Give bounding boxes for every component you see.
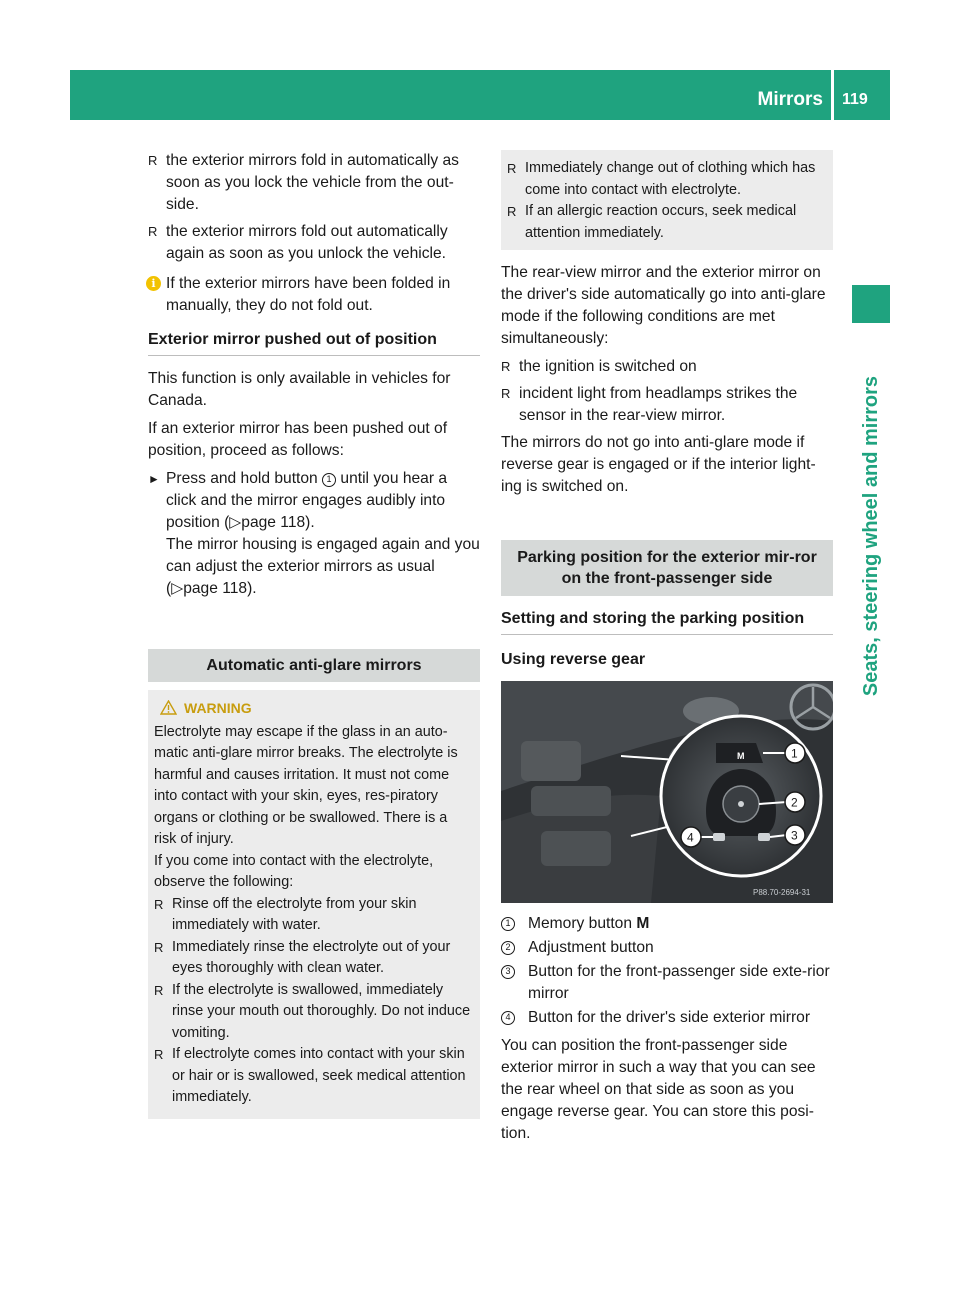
bullet-marker: R bbox=[154, 896, 164, 912]
callout-number-icon: 4 bbox=[501, 1011, 515, 1025]
bullet-marker: R bbox=[148, 153, 158, 168]
callout-label-2: 2 bbox=[791, 795, 798, 810]
list-item-text: Immediately rinse the electrolyte out of your eyes thoroughly with clean water. bbox=[172, 938, 451, 976]
left-column bbox=[148, 150, 480, 1119]
paragraph: The rear-view mirror and the exterior mirror on the driver's side automatically go into anti-glare mode if the following conditions are met simultaneously: bbox=[501, 264, 826, 347]
list-item bbox=[154, 980, 472, 1045]
bullet-marker: R bbox=[507, 161, 517, 176]
callout-number-icon: 1 bbox=[322, 473, 336, 487]
list-item-text: If electrolyte comes into contact with your skin or hair or is swallowed, seek medical attention immediately. bbox=[172, 1046, 466, 1105]
list-item bbox=[501, 356, 833, 378]
callout-label-3: 3 bbox=[791, 828, 798, 843]
chapter-tab-label: Seats, steering wheel and mirrors bbox=[860, 375, 882, 697]
step-text: Press and hold button bbox=[166, 470, 318, 487]
list-item bbox=[154, 937, 472, 980]
bullet-marker: R bbox=[154, 982, 164, 998]
warning-triangle-icon bbox=[160, 700, 177, 715]
bullet-marker: R bbox=[154, 939, 164, 955]
cross-ref-arrow-icon: ▷ bbox=[171, 580, 184, 597]
callout-label-4: 4 bbox=[687, 830, 694, 845]
list-item-text: If an allergic reaction occurs, seek medical attention immediately. bbox=[525, 203, 797, 241]
legend-item bbox=[501, 937, 833, 959]
paragraph: This function is only available in vehicles for Canada. bbox=[148, 370, 451, 409]
bullet-marker: R bbox=[501, 359, 511, 374]
list-item bbox=[154, 894, 472, 937]
image-code: P88.70-2694-31 bbox=[753, 888, 811, 897]
instruction-step bbox=[148, 468, 480, 600]
legend-text: Adjustment button bbox=[528, 939, 654, 956]
step-result-text: The mirror housing is engaged again and you can adjust the exterior mirrors as usual ( bbox=[166, 536, 480, 597]
list-item-text: the ignition is switched on bbox=[519, 358, 697, 375]
warning-box-continued bbox=[501, 150, 833, 250]
right-column bbox=[501, 150, 833, 1151]
list-item-text: the exterior mirrors fold in automatically as soon as you lock the vehicle from the out-side. bbox=[166, 152, 459, 213]
warning-box bbox=[148, 690, 480, 1119]
bullet-marker: R bbox=[154, 1047, 164, 1062]
callout-number-icon: 1 bbox=[501, 917, 515, 931]
section-heading: Exterior mirror pushed out of position bbox=[148, 329, 480, 356]
info-note-text: If the exterior mirrors have been folded in manually, they do not fold out. bbox=[166, 275, 451, 314]
door-control-photo bbox=[501, 681, 833, 903]
callout-label-1: 1 bbox=[791, 746, 798, 761]
list-item bbox=[148, 150, 480, 216]
chapter-tab bbox=[853, 337, 889, 735]
subsection-heading: Setting and storing the parking position bbox=[501, 608, 833, 635]
list-item-text: If the electrolyte is swallowed, immediately rinse your mouth out thoroughly. Do not induce vomiting. bbox=[172, 981, 471, 1041]
legend-text: Memory button bbox=[528, 915, 637, 932]
list-item bbox=[507, 158, 825, 201]
chapter-marker bbox=[852, 285, 890, 323]
list-item-text: incident light from headlamps strikes the sensor in the rear-view mirror. bbox=[519, 385, 798, 424]
paragraph: You can position the front-passenger side exterior mirror in such a way that you can see the rear wheel on that side as soon as you engage reverse gear. You can store this posi-tion. bbox=[501, 1037, 816, 1142]
list-item bbox=[148, 221, 480, 265]
page-section-title: Mirrors bbox=[757, 89, 823, 110]
legend-button-letter: M bbox=[636, 915, 650, 932]
legend-item bbox=[501, 913, 833, 935]
subsubsection-heading: Using reverse gear bbox=[501, 651, 646, 668]
list-item-text: Rinse off the electrolyte from your skin immediately with water. bbox=[172, 895, 417, 933]
step-arrow-icon: ► bbox=[148, 472, 160, 486]
callout-number-icon: 3 bbox=[501, 965, 515, 979]
page-reference-link[interactable]: page 118). bbox=[241, 514, 315, 531]
door-panel-illustration bbox=[501, 681, 833, 903]
page-number: 119 bbox=[842, 91, 868, 108]
paragraph: If an exterior mirror has been pushed out of position, proceed as follows: bbox=[148, 420, 448, 459]
step-text: until you hear a click and the mirror engages audibly into position ( bbox=[166, 470, 448, 531]
legend-text: Button for the front-passenger side exte-rior mirror bbox=[528, 963, 830, 1002]
section-heading-box: Automatic anti-glare mirrors bbox=[148, 649, 480, 682]
legend-item bbox=[501, 961, 833, 1005]
list-item bbox=[501, 383, 833, 427]
list-item bbox=[154, 1044, 472, 1109]
bullet-marker: R bbox=[501, 386, 511, 401]
memory-button-letter: M bbox=[737, 751, 745, 761]
list-item-text: the exterior mirrors fold out automatically again as soon as you unlock the vehicle. bbox=[166, 223, 448, 262]
callout-number-icon: 2 bbox=[501, 941, 515, 955]
warning-paragraph: Electrolyte may escape if the glass in an auto-matic anti-glare mirror breaks. The electrolyte is harmful and causes irritation. It must not come into contact with your skin, eyes, res-piratory organs or clothing or be swallowed. There is a risk of injury. bbox=[154, 723, 458, 847]
bullet-marker: R bbox=[148, 224, 158, 239]
page-reference-link[interactable]: page 118). bbox=[183, 580, 257, 597]
cross-ref-arrow-icon: ▷ bbox=[229, 514, 242, 531]
section-heading-box: Parking position for the exterior mir-ror on the front-passenger side bbox=[501, 540, 833, 596]
list-item bbox=[507, 201, 825, 244]
warning-heading bbox=[160, 698, 472, 720]
paragraph: The mirrors do not go into anti-glare mode if reverse gear is engaged or if the interior light-ing is switched on. bbox=[501, 434, 816, 495]
info-note bbox=[148, 273, 480, 317]
warning-paragraph: If you come into contact with the electrolyte, observe the following: bbox=[154, 852, 434, 890]
header-separator bbox=[831, 70, 834, 120]
info-icon: i bbox=[146, 276, 161, 291]
legend-item bbox=[501, 1007, 833, 1029]
list-item-text: Immediately change out of clothing which has come into contact with electrolyte. bbox=[525, 160, 816, 198]
bullet-marker: R bbox=[507, 204, 517, 219]
warning-label: WARNING bbox=[184, 700, 252, 716]
legend-text: Button for the driver's side exterior mirror bbox=[528, 1009, 811, 1026]
